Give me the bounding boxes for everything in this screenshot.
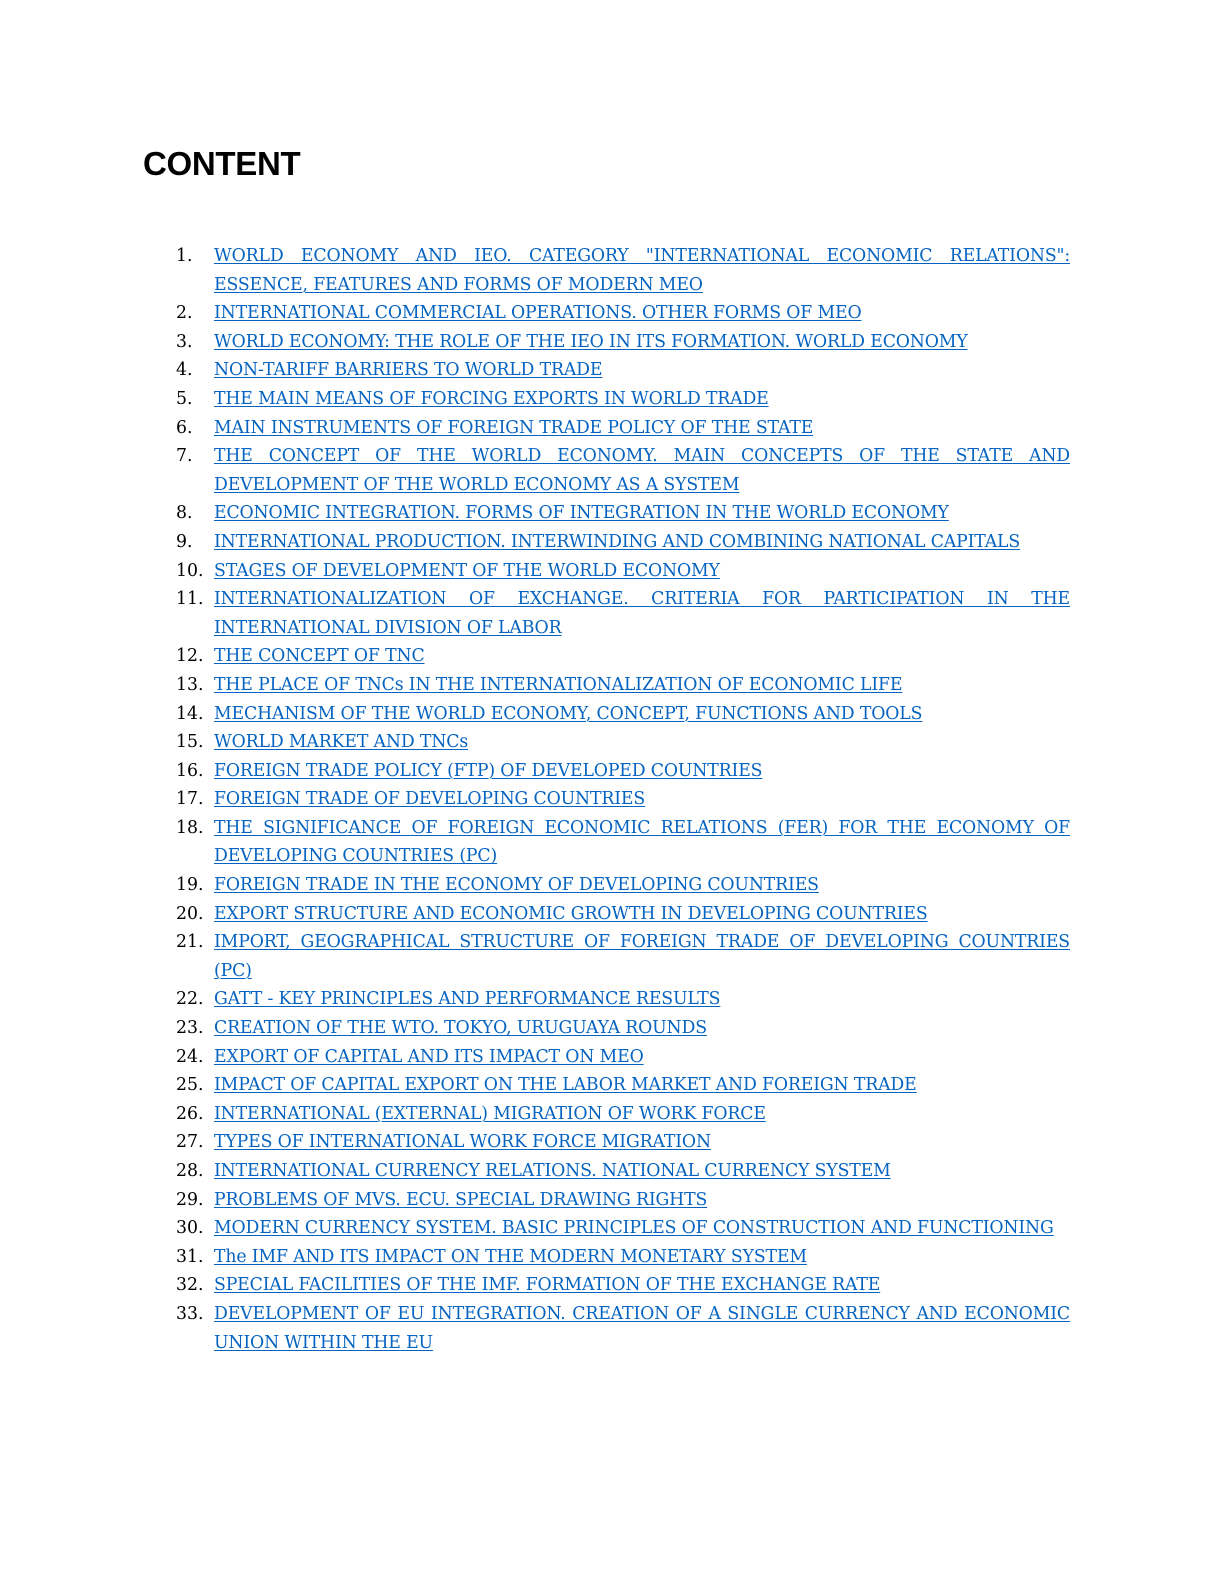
toc-item (176, 1243, 1070, 1272)
toc-item (176, 585, 1070, 642)
toc-item-number: 4. (176, 360, 193, 381)
toc-item-number: 2. (176, 303, 193, 324)
toc-item (176, 242, 1070, 299)
toc-item (176, 1100, 1070, 1129)
toc-item-number: 28. (176, 1161, 204, 1181)
toc-item (176, 385, 1070, 414)
table-of-contents (176, 242, 1070, 1357)
toc-item-number: 11. (176, 589, 204, 610)
toc-item-link[interactable]: WORLD ECONOMY: THE ROLE OF THE IEO IN ITS FORMATION. WORLD ECONOMY (214, 331, 968, 352)
toc-item (176, 299, 1070, 328)
toc-item-link[interactable]: THE CONCEPT OF TNC (214, 646, 425, 667)
toc-item-link[interactable]: FOREIGN TRADE IN THE ECONOMY OF DEVELOPING COUNTRIES (214, 875, 819, 896)
toc-item-number: 7. (176, 446, 193, 467)
toc-item-link[interactable]: MODERN CURRENCY SYSTEM. BASIC PRINCIPLES OF CONSTRUCTION AND FUNCTIONING (214, 1218, 1054, 1239)
toc-item-number: 17. (176, 789, 204, 810)
toc-item (176, 414, 1070, 443)
toc-item (176, 1214, 1070, 1243)
toc-item-link[interactable]: INTERNATIONAL COMMERCIAL OPERATIONS. OTHER FORMS OF MEO (214, 303, 862, 324)
toc-item-link[interactable]: INTERNATIONAL (EXTERNAL) MIGRATION OF WORK FORCE (214, 1103, 766, 1124)
toc-item-link[interactable]: DEVELOPMENT OF EU INTEGRATION. CREATION OF A SINGLE CURRENCY AND ECONOMIC UNION WITHIN THE EU (214, 1303, 1070, 1353)
toc-item-number: 1. (176, 246, 193, 266)
toc-item-link[interactable]: The IMF AND ITS IMPACT ON THE MODERN MONETARY SYSTEM (214, 1246, 807, 1267)
toc-item-number: 23. (176, 1018, 204, 1039)
toc-item (176, 557, 1070, 586)
toc-item (176, 1128, 1070, 1157)
toc-item-number: 5. (176, 388, 193, 409)
toc-item-link[interactable]: IMPORT, GEOGRAPHICAL STRUCTURE OF FOREIGN TRADE OF DEVELOPING COUNTRIES (PC) (214, 932, 1070, 981)
toc-item (176, 871, 1070, 900)
toc-item-number: 6. (176, 417, 193, 438)
toc-item-number: 8. (176, 503, 193, 524)
toc-item-link[interactable]: INTERNATIONALIZATION OF EXCHANGE. CRITERIA FOR PARTICIPATION IN THE INTERNATIONAL DIVISION OF LABOR (214, 589, 1070, 638)
page-title: CONTENT (143, 145, 301, 182)
toc-item (176, 442, 1070, 499)
toc-item-link[interactable]: EXPORT STRUCTURE AND ECONOMIC GROWTH IN DEVELOPING COUNTRIES (214, 903, 928, 924)
toc-item-link[interactable]: FOREIGN TRADE OF DEVELOPING COUNTRIES (214, 789, 646, 810)
toc-item-number: 26. (176, 1103, 204, 1124)
toc-item (176, 757, 1070, 786)
toc-item-number: 27. (176, 1132, 204, 1153)
toc-item-link[interactable]: WORLD ECONOMY AND IEO. CATEGORY "INTERNATIONAL ECONOMIC RELATIONS": ESSENCE, FEATURES AND FORMS OF MODERN MEO (214, 246, 1070, 295)
toc-item (176, 528, 1070, 557)
toc-item (176, 499, 1070, 528)
toc-item (176, 1271, 1070, 1300)
toc-item-number: 13. (176, 674, 204, 695)
toc-item-link[interactable]: GATT - KEY PRINCIPLES AND PERFORMANCE RESULTS (214, 989, 721, 1010)
toc-item-number: 18. (176, 817, 204, 838)
toc-item-link[interactable]: FOREIGN TRADE POLICY (FTP) OF DEVELOPED COUNTRIES (214, 760, 763, 781)
toc-item-link[interactable]: SPECIAL FACILITIES OF THE IMF. FORMATION OF THE EXCHANGE RATE (214, 1275, 881, 1296)
toc-item-number: 3. (176, 331, 193, 352)
toc-item-number: 32. (176, 1275, 204, 1296)
toc-item-number: 20. (176, 903, 204, 924)
toc-item-link[interactable]: STAGES OF DEVELOPMENT OF THE WORLD ECONOMY (214, 560, 720, 581)
toc-item (176, 1071, 1070, 1100)
toc-item-number: 33. (176, 1303, 204, 1324)
toc-item-number: 29. (176, 1189, 204, 1210)
toc-item-link[interactable]: TYPES OF INTERNATIONAL WORK FORCE MIGRATION (214, 1132, 711, 1153)
toc-item (176, 671, 1070, 700)
toc-item-number: 24. (176, 1046, 204, 1067)
toc-item-number: 31. (176, 1246, 204, 1267)
toc-item (176, 728, 1070, 757)
toc-item (176, 356, 1070, 385)
toc-item-link[interactable]: NON-TARIFF BARRIERS TO WORLD TRADE (214, 360, 603, 381)
toc-item-number: 22. (176, 989, 204, 1010)
toc-item (176, 785, 1070, 814)
toc-item-link[interactable]: THE MAIN MEANS OF FORCING EXPORTS IN WORLD TRADE (214, 388, 769, 409)
toc-item (176, 985, 1070, 1014)
toc-item-number: 9. (176, 531, 193, 552)
toc-item (176, 1014, 1070, 1043)
toc-item-link[interactable]: INTERNATIONAL CURRENCY RELATIONS. NATIONAL CURRENCY SYSTEM (214, 1161, 891, 1181)
toc-item-number: 21. (176, 932, 204, 953)
toc-item-number: 25. (176, 1075, 204, 1096)
toc-item-number: 15. (176, 732, 204, 753)
toc-item (176, 1043, 1070, 1072)
toc-item-link[interactable]: WORLD MARKET AND TNCs (214, 732, 469, 753)
toc-item-link[interactable]: INTERNATIONAL PRODUCTION. INTERWINDING AND COMBINING NATIONAL CAPITALS (214, 531, 1021, 552)
toc-item (176, 928, 1070, 985)
toc-item-link[interactable]: EXPORT OF CAPITAL AND ITS IMPACT ON MEO (214, 1046, 644, 1067)
toc-item (176, 642, 1070, 671)
toc-item (176, 900, 1070, 929)
toc-item-link[interactable]: IMPACT OF CAPITAL EXPORT ON THE LABOR MARKET AND FOREIGN TRADE (214, 1075, 917, 1096)
toc-item-link[interactable]: THE PLACE OF TNCs IN THE INTERNATIONALIZATION OF ECONOMIC LIFE (214, 674, 903, 695)
toc-item-number: 16. (176, 760, 204, 781)
toc-item-link[interactable]: PROBLEMS OF MVS. ECU. SPECIAL DRAWING RIGHTS (214, 1189, 708, 1210)
toc-item-link[interactable]: CREATION OF THE WTO. TOKYO, URUGUAYA ROUNDS (214, 1018, 707, 1039)
toc-item-number: 12. (176, 646, 204, 667)
toc-item-number: 14. (176, 703, 204, 724)
toc-item (176, 700, 1070, 729)
toc-item (176, 1300, 1070, 1357)
toc-item-link[interactable]: THE CONCEPT OF THE WORLD ECONOMY. MAIN CONCEPTS OF THE STATE AND DEVELOPMENT OF THE WORLD ECONOMY AS A SYSTEM (214, 446, 1070, 495)
toc-item-link[interactable]: THE SIGNIFICANCE OF FOREIGN ECONOMIC RELATIONS (FER) FOR THE ECONOMY OF DEVELOPING COUNTRIES (PC) (214, 817, 1070, 867)
toc-item-number: 19. (176, 875, 204, 896)
toc-item (176, 1157, 1070, 1186)
toc-item-link[interactable]: MAIN INSTRUMENTS OF FOREIGN TRADE POLICY OF THE STATE (214, 417, 814, 438)
toc-item-number: 10. (176, 560, 204, 581)
toc-item (176, 328, 1070, 357)
toc-item-link[interactable]: MECHANISM OF THE WORLD ECONOMY, CONCEPT, FUNCTIONS AND TOOLS (214, 703, 923, 724)
toc-item (176, 814, 1070, 871)
toc-item-link[interactable]: ECONOMIC INTEGRATION. FORMS OF INTEGRATION IN THE WORLD ECONOMY (214, 503, 949, 524)
toc-item (176, 1186, 1070, 1215)
toc-item-number: 30. (176, 1218, 204, 1239)
